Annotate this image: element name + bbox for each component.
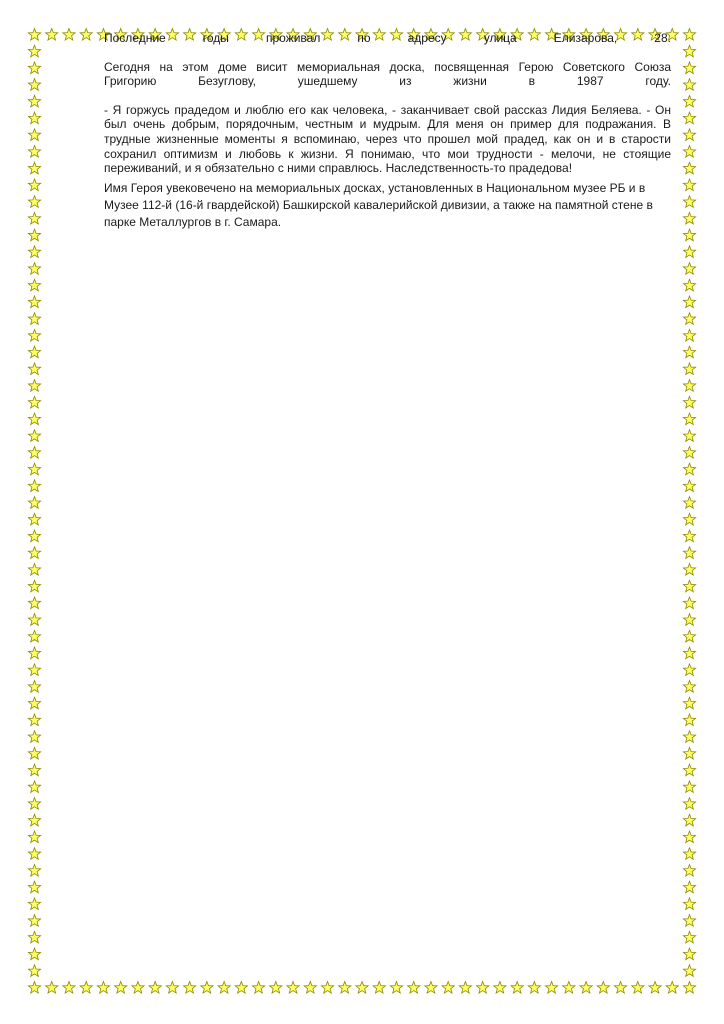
star-icon (28, 697, 40, 709)
star-icon (683, 29, 695, 41)
star-icon (28, 79, 40, 91)
star-icon (28, 564, 40, 576)
star-icon (28, 463, 40, 475)
star-icon (28, 329, 40, 341)
star-icon (28, 179, 40, 191)
star-icon (511, 982, 523, 994)
star-icon (28, 597, 40, 609)
star-icon (477, 982, 489, 994)
star-icon (28, 129, 40, 141)
star-icon (683, 146, 695, 158)
star-icon (28, 263, 40, 275)
star-icon (614, 982, 626, 994)
star-icon (28, 530, 40, 542)
star-icon (683, 630, 695, 642)
star-icon (28, 146, 40, 158)
star-icon (546, 982, 558, 994)
star-icon (683, 931, 695, 943)
star-icon (390, 982, 402, 994)
star-icon (649, 982, 661, 994)
star-icon (28, 346, 40, 358)
star-icon (28, 931, 40, 943)
star-icon (683, 764, 695, 776)
star-icon (28, 430, 40, 442)
star-icon (683, 430, 695, 442)
star-icon (683, 697, 695, 709)
star-icon (683, 329, 695, 341)
star-icon (683, 196, 695, 208)
star-icon (683, 79, 695, 91)
star-icon (683, 296, 695, 308)
star-icon (683, 313, 695, 325)
star-icon (683, 681, 695, 693)
star-icon (683, 898, 695, 910)
star-icon (683, 831, 695, 843)
star-icon (666, 982, 678, 994)
star-icon (683, 480, 695, 492)
star-icon (28, 547, 40, 559)
star-icon (28, 781, 40, 793)
star-icon (683, 647, 695, 659)
star-icon (683, 396, 695, 408)
star-icon (28, 279, 40, 291)
star-icon (683, 814, 695, 826)
star-icon (321, 982, 333, 994)
star-icon (683, 62, 695, 74)
star-icon (28, 630, 40, 642)
star-icon (683, 279, 695, 291)
star-icon (287, 982, 299, 994)
star-icon (683, 982, 695, 994)
star-icon (28, 45, 40, 57)
star-icon (28, 831, 40, 843)
star-icon (683, 463, 695, 475)
star-icon (28, 112, 40, 124)
star-icon (28, 296, 40, 308)
star-icon (80, 982, 92, 994)
star-icon (683, 580, 695, 592)
star-icon (683, 246, 695, 258)
star-icon (28, 380, 40, 392)
star-icon (683, 363, 695, 375)
star-icon (683, 597, 695, 609)
star-icon (683, 129, 695, 141)
star-icon (683, 881, 695, 893)
quote-paragraph: - Я горжусь прадедом и люблю его как человека, - заканчивает свой рассказ Лидия Беляева. - Он был очень добрым, порядочным, честным и мудрым. Для меня он пример для подражания. В трудные жизненные моменты я вспоминаю, через что прошел мой прадед, как он и в старости сохранил оптимизм и любовь к жизни. Я понимаю, что мои трудности - мелочи, не стоящие переживаний, и я обязательно с ними справлюсь. Наследственность-то прадедова! (104, 102, 671, 176)
memorial-plaque-line-2: Григорию Безуглову, ушедшему из жизни в 1987 году. (104, 74, 671, 89)
star-icon (580, 982, 592, 994)
star-icon (356, 982, 368, 994)
star-icon (28, 162, 40, 174)
star-icon (28, 965, 40, 977)
star-icon (28, 647, 40, 659)
star-icon (683, 798, 695, 810)
star-icon (28, 731, 40, 743)
star-icon (28, 681, 40, 693)
star-icon (683, 446, 695, 458)
star-icon (683, 965, 695, 977)
star-icon (28, 313, 40, 325)
star-icon (28, 614, 40, 626)
star-icon (683, 95, 695, 107)
star-icon (373, 982, 385, 994)
star-icon (63, 29, 75, 41)
star-icon (683, 45, 695, 57)
star-icon (28, 915, 40, 927)
star-icon (28, 747, 40, 759)
star-icon (28, 513, 40, 525)
star-icon (683, 346, 695, 358)
star-icon (63, 982, 75, 994)
star-icon (683, 530, 695, 542)
star-icon (149, 982, 161, 994)
star-icon (28, 212, 40, 224)
star-icon (28, 480, 40, 492)
memorial-plaque-line: Сегодня на этом доме висит мемориальная доска, посвященная Герою Советского Союза (104, 59, 671, 74)
star-icon (683, 614, 695, 626)
address-line: Последние годы проживал по адресу улица Елизарова, 28. (104, 31, 671, 45)
star-icon (28, 982, 40, 994)
star-icon (28, 814, 40, 826)
star-icon (28, 948, 40, 960)
star-icon (235, 982, 247, 994)
star-icon (28, 29, 40, 41)
star-icon (80, 29, 92, 41)
star-icon (201, 982, 213, 994)
star-icon (304, 982, 316, 994)
star-icon (28, 898, 40, 910)
star-icon (28, 229, 40, 241)
star-icon (683, 915, 695, 927)
star-icon (28, 798, 40, 810)
star-icon (28, 714, 40, 726)
star-icon (425, 982, 437, 994)
star-icon (46, 29, 58, 41)
star-icon (683, 513, 695, 525)
star-icon (115, 982, 127, 994)
star-icon (683, 380, 695, 392)
star-icon (28, 881, 40, 893)
star-icon (28, 764, 40, 776)
star-icon (683, 848, 695, 860)
star-icon (683, 179, 695, 191)
star-icon (28, 664, 40, 676)
star-icon (683, 731, 695, 743)
star-icon (494, 982, 506, 994)
star-icon (28, 363, 40, 375)
star-icon (28, 864, 40, 876)
star-icon (442, 982, 454, 994)
star-icon (408, 982, 420, 994)
star-icon (683, 948, 695, 960)
star-icon (28, 62, 40, 74)
star-icon (683, 864, 695, 876)
star-icon (132, 982, 144, 994)
star-icon (166, 982, 178, 994)
star-icon (339, 982, 351, 994)
star-icon (28, 848, 40, 860)
star-icon (459, 982, 471, 994)
star-icon (28, 446, 40, 458)
star-icon (683, 714, 695, 726)
memorial-paragraph: Имя Героя увековечено на мемориальных досках, установленных в Национальном музее РБ и в Музее 112-й (16-й гвардейской) Башкирской кавалерийской дивизии, а также на памятной стене в парке Металлургов в г. Самара. (104, 180, 653, 229)
star-icon (46, 982, 58, 994)
star-icon (563, 982, 575, 994)
star-icon (28, 396, 40, 408)
star-icon (252, 982, 264, 994)
star-icon (28, 246, 40, 258)
star-icon (683, 497, 695, 509)
star-icon (683, 229, 695, 241)
star-icon (683, 263, 695, 275)
star-icon (28, 413, 40, 425)
star-icon (28, 196, 40, 208)
star-icon (683, 413, 695, 425)
star-icon (683, 664, 695, 676)
star-icon (597, 982, 609, 994)
star-icon (28, 497, 40, 509)
star-icon (683, 781, 695, 793)
star-icon (683, 564, 695, 576)
star-icon (528, 982, 540, 994)
star-icon (28, 580, 40, 592)
star-icon (683, 162, 695, 174)
star-icon (270, 982, 282, 994)
star-icon (683, 547, 695, 559)
star-icon (28, 95, 40, 107)
star-icon (683, 112, 695, 124)
star-icon (683, 747, 695, 759)
star-icon (218, 982, 230, 994)
document-body (104, 31, 671, 231)
star-icon (184, 982, 196, 994)
star-icon (97, 982, 109, 994)
star-icon (632, 982, 644, 994)
star-icon (683, 212, 695, 224)
